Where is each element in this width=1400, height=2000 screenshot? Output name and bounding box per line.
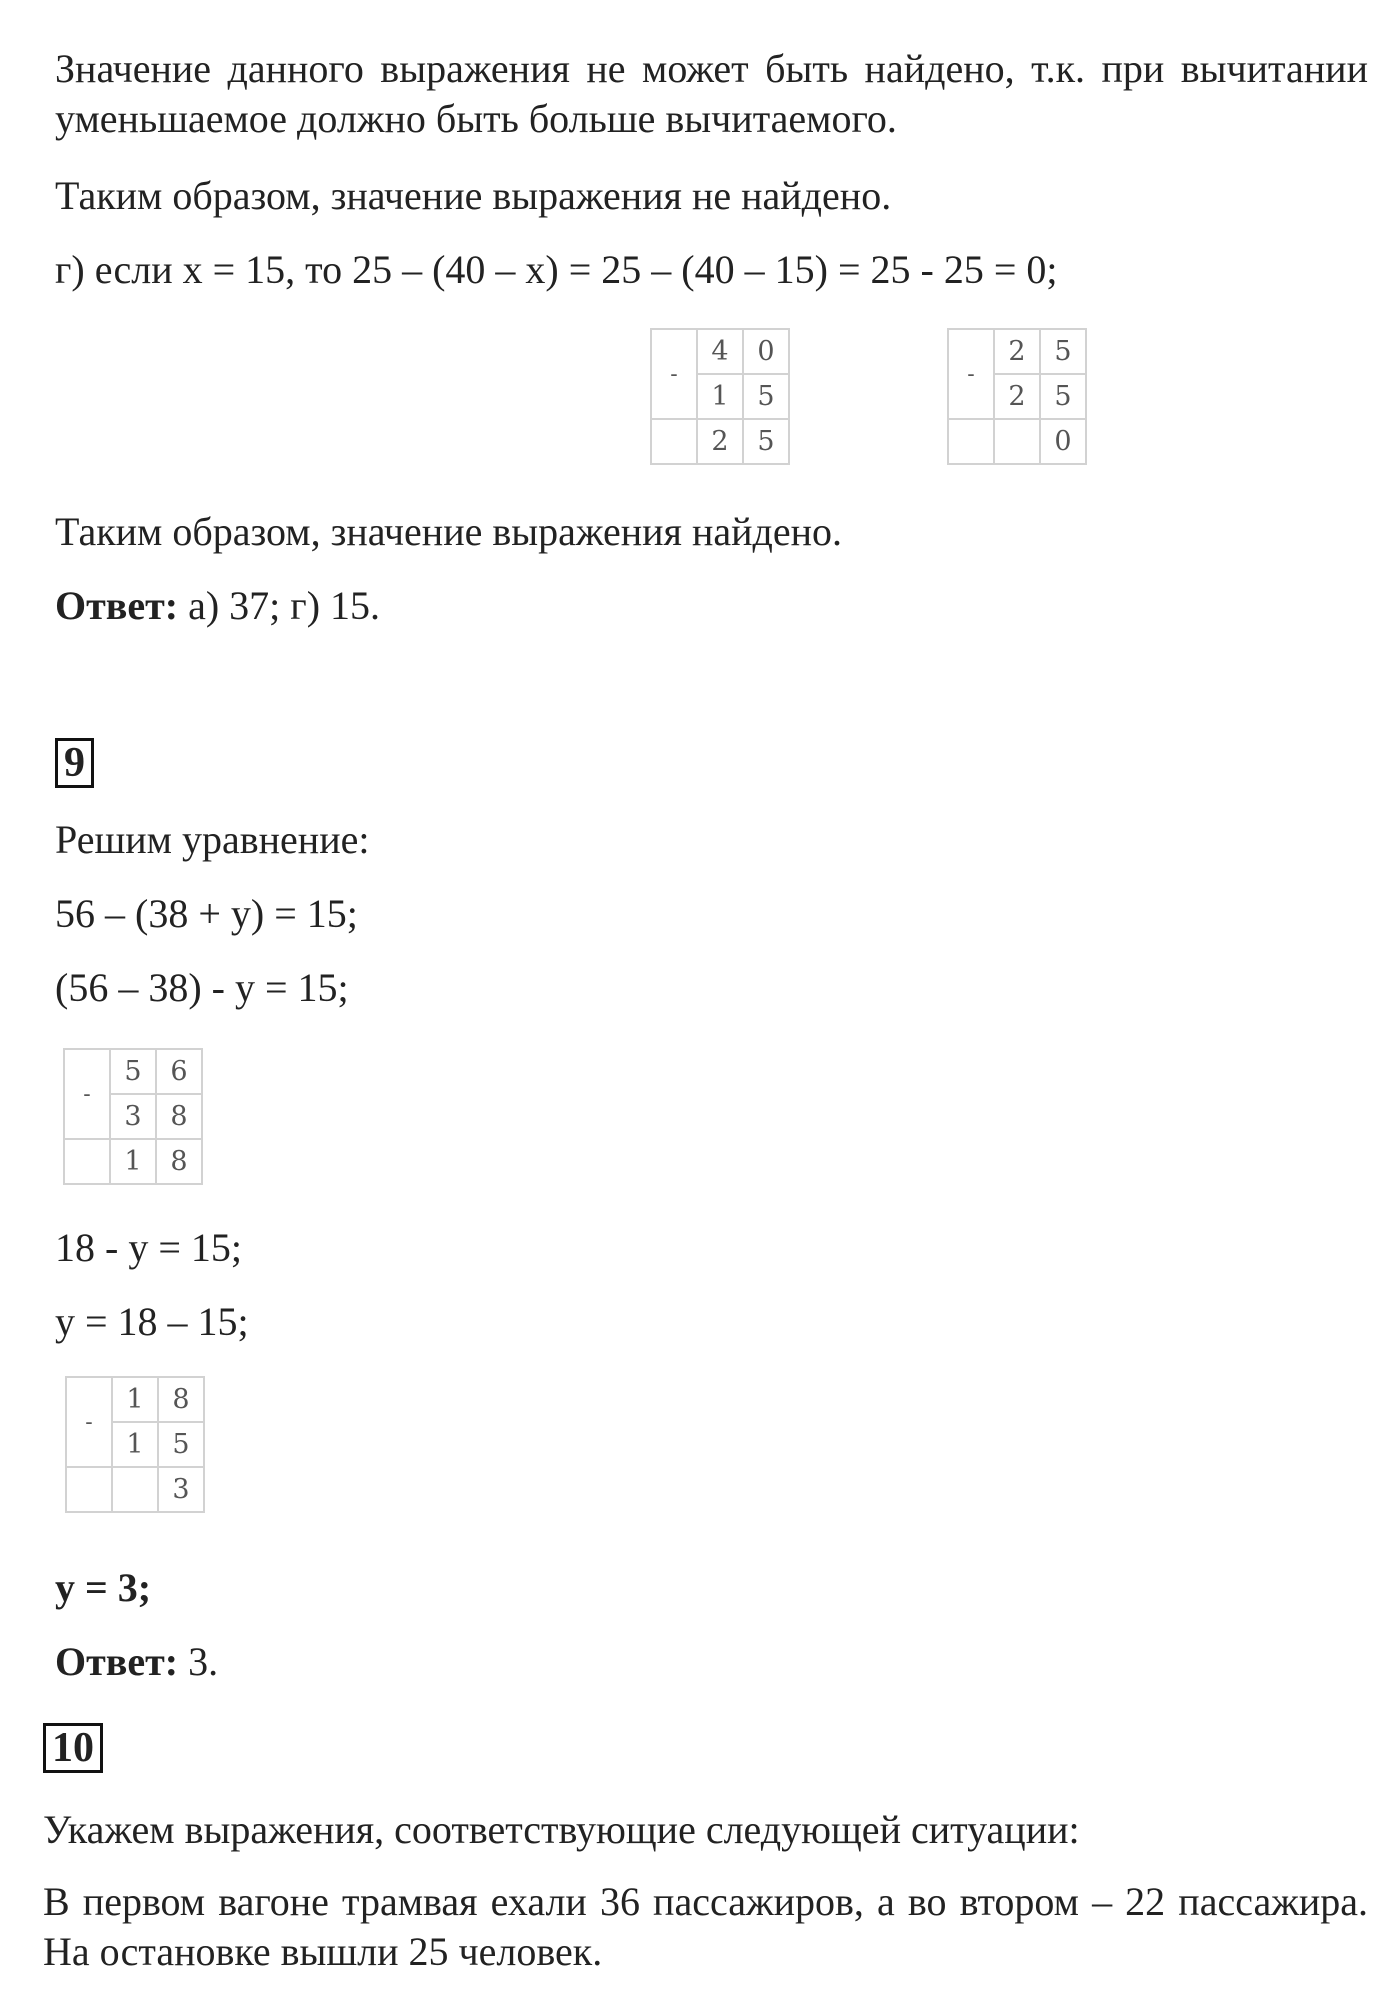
digit: 2 [994, 329, 1040, 374]
digit: 5 [743, 419, 789, 464]
answer-value: 3. [178, 1639, 219, 1684]
empty-cell [948, 419, 994, 464]
column-subtraction-18-15 [65, 1376, 205, 1513]
digit: 1 [697, 374, 743, 419]
result-line [55, 1564, 151, 1612]
digit: 8 [156, 1094, 202, 1139]
equation-line: (56 – 38) - y = 15; [55, 965, 349, 1010]
digit: 8 [156, 1139, 202, 1184]
paragraph-case-g: г) если x = 15, то 25 – (40 – x) = 25 – (40 – 15) = 25 - 25 = 0; [55, 247, 1058, 292]
task10-text: В первом вагоне трамвая ехали 36 пассажиров, а во втором – 22 пассажира. На остановке вышли 25 человек. [43, 1879, 1368, 1974]
empty-cell [64, 1139, 110, 1184]
answer-line [55, 1638, 218, 1686]
column-subtraction-56-38 [63, 1048, 203, 1185]
minus-sign: - [66, 1377, 112, 1467]
empty-cell [651, 419, 697, 464]
digit: 3 [110, 1094, 156, 1139]
digit: 0 [743, 329, 789, 374]
answer-label: Ответ: [55, 1639, 179, 1684]
digit: 1 [112, 1377, 158, 1422]
answer-value: а) 37; г) 15. [178, 583, 381, 628]
digit: 5 [110, 1049, 156, 1094]
equation-line: 18 - y = 15; [55, 1225, 242, 1270]
minus-sign: - [651, 329, 697, 419]
digit: 2 [697, 419, 743, 464]
task-number-10: 10 [43, 1723, 103, 1773]
column-subtraction-40-15 [650, 328, 790, 465]
digit: 5 [743, 374, 789, 419]
digit: 5 [1040, 374, 1086, 419]
digit: 3 [158, 1467, 204, 1512]
task10-intro: Укажем выражения, соответствующие следующей ситуации: [43, 1807, 1080, 1852]
task9-intro: Решим уравнение: [55, 817, 370, 862]
digit: 5 [158, 1422, 204, 1467]
task-number-9: 9 [55, 738, 94, 788]
column-subtraction-25-25 [947, 328, 1087, 465]
minus-sign: - [948, 329, 994, 419]
answer-line [55, 582, 380, 630]
minus-sign: - [64, 1049, 110, 1139]
digit: 4 [697, 329, 743, 374]
paragraph-not-found: Таким образом, значение выражения не найдено. [55, 173, 892, 218]
digit: 8 [158, 1377, 204, 1422]
empty-cell [66, 1467, 112, 1512]
paragraph-found: Таким образом, значение выражения найдено. [55, 509, 843, 554]
digit: 5 [1040, 329, 1086, 374]
answer-label: Ответ: [55, 583, 179, 628]
equation-line: 56 – (38 + y) = 15; [55, 891, 358, 936]
digit [112, 1467, 158, 1512]
digit: 6 [156, 1049, 202, 1094]
digit: 2 [994, 374, 1040, 419]
result-value: y = 3; [55, 1565, 152, 1610]
digit: 1 [112, 1422, 158, 1467]
equation-line: y = 18 – 15; [55, 1299, 249, 1344]
digit: 0 [1040, 419, 1086, 464]
digit: 1 [110, 1139, 156, 1184]
digit [994, 419, 1040, 464]
paragraph-no-value: Значение данного выражения не может быть найдено, т.к. при вычитании уменьшаемое должно быть больше вычитаемого. [55, 46, 1368, 141]
